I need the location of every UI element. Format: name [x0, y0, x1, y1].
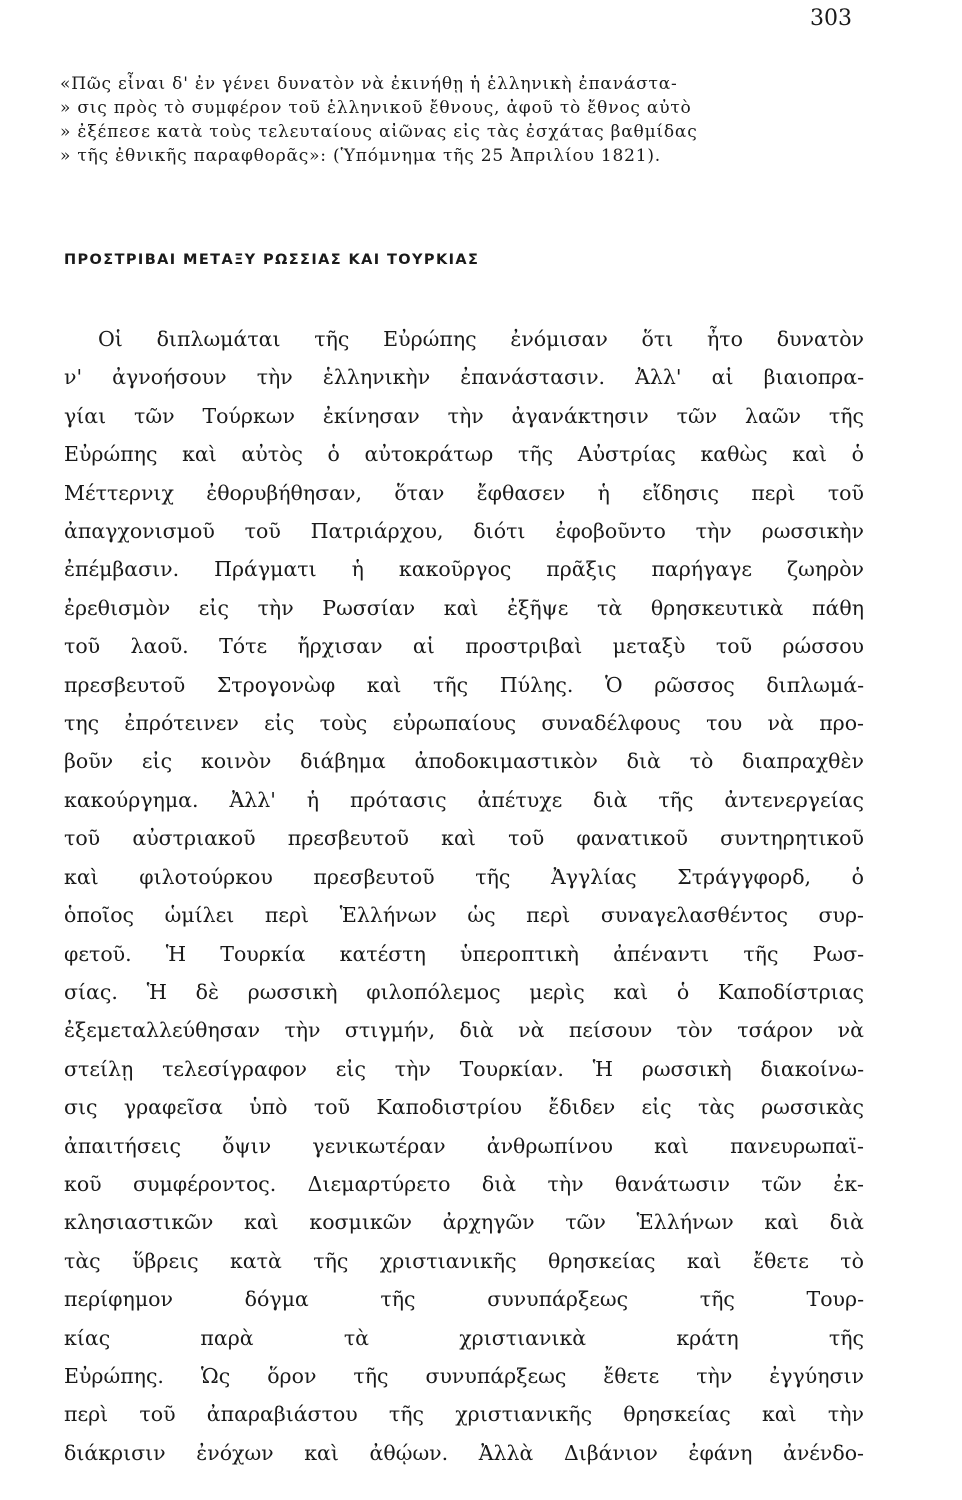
body-line: Εὐρώπης καὶ αὐτὸς ὁ αὐτοκράτωρ τῆς Αὐστρίας καθὼς καὶ ὁ — [64, 442, 864, 467]
body-line: στείλῃ τελεσίγραφον εἰς τὴν Τουρκίαν. Ἡ ρωσσικὴ διακοίνω- — [64, 1056, 864, 1081]
body-line: σις γραφεῖσα ὑπὸ τοῦ Καποδιστρίου ἔδιδεν εἰς τὰς ρωσσικὰς — [64, 1095, 864, 1120]
body-line: Εὐρώπης. Ὡς ὅρον τῆς συνυπάρξεως ἔθετε τὴν ἐγγύησιν — [64, 1363, 864, 1388]
body-line: Οἱ διπλωμάται τῆς Εὐρώπης ἐνόμισαν ὅτι ἦτο δυνατὸν — [98, 327, 864, 351]
body-line: βοῦν εἰς κοινὸν διάβημα ἀποδοκιμαστικὸν διὰ τὸ διαπραχθὲν — [64, 749, 864, 774]
body-line: ἐξεμεταλλεύθησαν τὴν στιγμήν, διὰ νὰ πείσουν τὸν τσάρον νὰ — [64, 1018, 864, 1043]
body-line: περίφημον δόγμα τῆς συνυπάρξεως τῆς Τουρ- — [64, 1287, 864, 1312]
quote-block — [60, 72, 860, 168]
body-line: Μέττερνιχ ἐθορυβήθησαν, ὅταν ἔφθασεν ἡ εἴδησις περὶ τοῦ — [64, 480, 864, 505]
body-text — [64, 320, 864, 1472]
section-heading: ΠΡΟΣΤΡΙΒΑΙ ΜΕΤΑΞΥ ΡΩΣΣΙΑΣ ΚΑΙ ΤΟΥΡΚΙΑΣ — [64, 252, 480, 268]
body-line: γίαι τῶν Τούρκων ἐκίνησαν τὴν ἀγανάκτησιν τῶν λαῶν τῆς — [64, 403, 864, 428]
body-line: κακούργημα. Ἀλλ' ἡ πρότασις ἀπέτυχε διὰ τῆς ἀντενεργείας — [64, 787, 864, 812]
body-line: ἀπαγχονισμοῦ τοῦ Πατριάρχου, διότι ἐφοβοῦντο τὴν ρωσσικὴν — [64, 519, 864, 544]
body-line: καὶ φιλοτούρκου πρεσβευτοῦ τῆς Ἀγγλίας Στράγγφορδ, ὁ — [64, 864, 864, 889]
body-line: σίας. Ἡ δὲ ρωσσικὴ φιλοπόλεμος μερὶς καὶ ὁ Καποδίστριας — [64, 979, 864, 1004]
body-line: φετοῦ. Ἡ Τουρκία κατέστη ὑπεροπτικὴ ἀπέναντι τῆς Ρωσ- — [64, 941, 864, 966]
body-line: κλησιαστικῶν καὶ κοσμικῶν ἀρχηγῶν τῶν Ἑλλήνων καὶ διὰ — [64, 1210, 864, 1235]
body-line: κοῦ συμφέροντος. Διεμαρτύρετο διὰ τὴν θανάτωσιν τῶν ἐκ- — [64, 1171, 864, 1196]
body-line: ὁποῖος ὡμίλει περὶ Ἑλλήνων ὡς περὶ συναγελασθέντος συρ- — [64, 903, 864, 928]
body-line: ν' ἀγνοήσουν τὴν ἑλληνικὴν ἐπανάστασιν. Ἀλλ' αἱ βιαιοπρα- — [64, 365, 864, 390]
body-line: ἀπαιτήσεις ὄψιν γενικωτέραν ἀνθρωπίνου καὶ πανευρωπαϊ- — [64, 1133, 864, 1158]
body-line: κίας παρὰ τὰ χριστιανικὰ κράτη τῆς — [64, 1325, 864, 1350]
body-line: τοῦ λαοῦ. Τότε ἤρχισαν αἱ προστριβαὶ μεταξὺ τοῦ ρώσσου — [64, 634, 864, 659]
body-line: τὰς ὕβρεις κατὰ τῆς χριστιανικῆς θρησκείας καὶ ἔθετε τὸ — [64, 1248, 864, 1273]
body-line: πρεσβευτοῦ Στρογονὼφ καὶ τῆς Πύλης. Ὁ ρῶσσος διπλωμά- — [64, 672, 864, 697]
quote-line: » σις πρὸς τὸ συμφέρον τοῦ ἑλληνικοῦ ἔθνους, ἀφοῦ τὸ ἔθνος αὐτὸ — [60, 98, 692, 118]
body-line: περὶ τοῦ ἀπαραβιάστου τῆς χριστιανικῆς θρησκείας καὶ τὴν — [64, 1402, 864, 1427]
quote-line: » ἐξέπεσε κατὰ τοὺς τελευταίους αἰῶνας εἰς τὰς ἐσχάτας βαθμίδας — [60, 122, 698, 142]
body-line: διάκρισιν ἐνόχων καὶ ἀθῴων. Ἀλλὰ Διβάνιον ἐφάνη ἀνένδο- — [64, 1440, 864, 1465]
body-line: της ἐπρότεινεν εἰς τοὺς εὐρωπαίους συναδέλφους του νὰ προ- — [64, 711, 864, 736]
quote-line: «Πῶς εἶναι δ' ἐν γένει δυνατὸν νὰ ἐκινήθῃ ἡ ἑλληνικὴ ἐπανάστα- — [60, 74, 678, 94]
page-number: 303 — [810, 6, 852, 31]
quote-line: » τῆς ἐθνικῆς παραφθορᾶς»: (Ὑπόμνημα τῆς 25 Ἀπριλίου 1821). — [60, 146, 662, 166]
body-line: ἐρεθισμὸν εἰς τὴν Ρωσσίαν καὶ ἐξῆψε τὰ θρησκευτικὰ πάθη — [64, 595, 864, 620]
body-line: τοῦ αὐστριακοῦ πρεσβευτοῦ καὶ τοῦ φανατικοῦ συντηρητικοῦ — [64, 826, 864, 851]
body-line: ἐπέμβασιν. Πράγματι ἡ κακοῦργος πρᾶξις παρήγαγε ζωηρὸν — [64, 557, 864, 582]
